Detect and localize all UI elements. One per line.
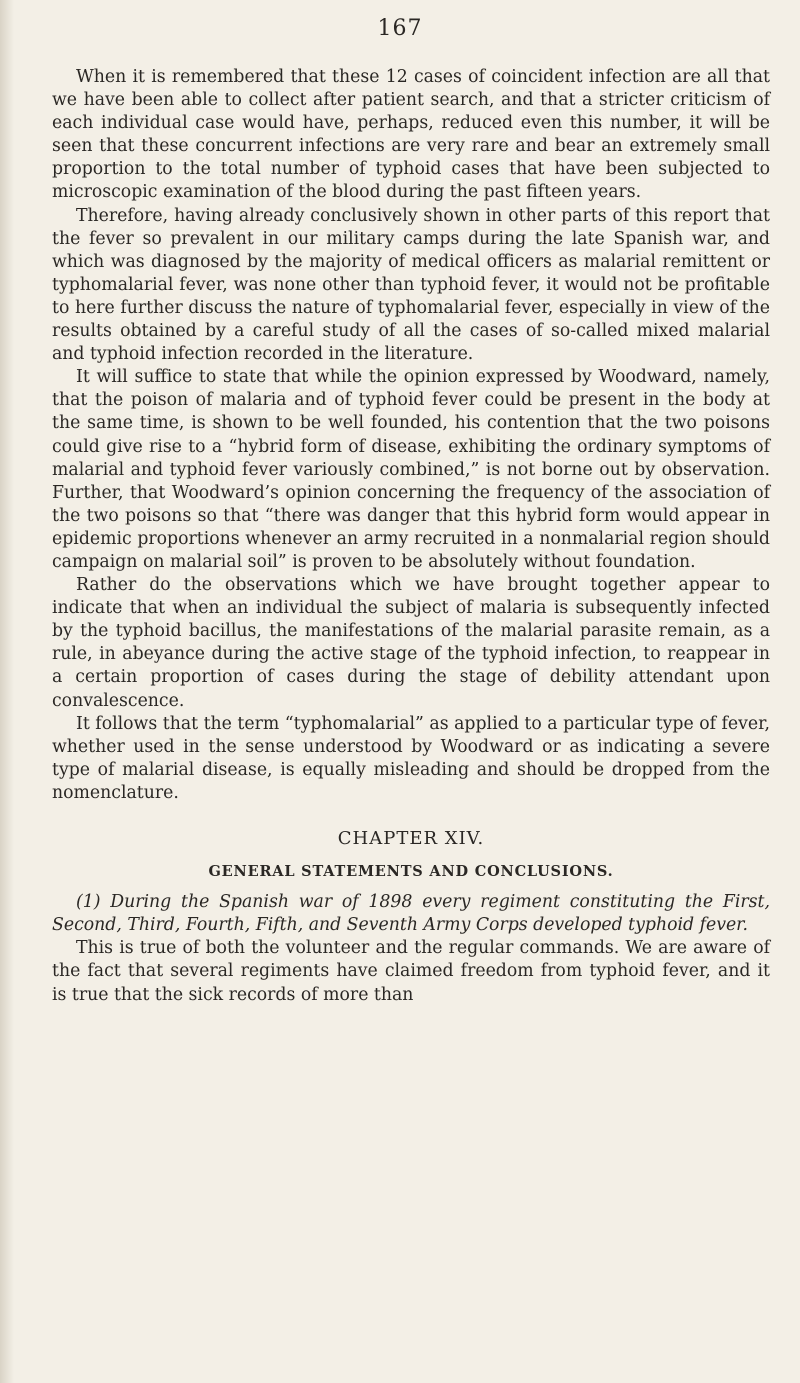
- paragraph: It will suffice to state that while the opinion expressed by Woodward, namely, that the poison of malaria and of typhoid fever could be present in the body at the same time, is shown to be well founded, his contention that the two poisons could give rise to a “hybrid form of disease, exhibiting the ordinary symptoms of malarial and typhoid fever variously combined,” is not borne out by observation. Further, that Woodward’s opinion concerning the frequency of the association of the two poisons so that “there was danger that this hybrid form would appear in epidemic proportions whenever an army recruited in a nonmalarial region should campaign on malarial soil” is proven to be absolutely without foundation.: [52, 367, 770, 572]
- chapter-title: CHAPTER XIV.: [337, 828, 485, 849]
- paragraph: Therefore, having already conclusively shown in other parts of this report that the fever so prevalent in our military camps during the late Spanish war, and which was diagnosed by the majority of medical officers as malarial remittent or typhomalarial fever, was none other than typhoid fever, it would not be profitable to here further discuss the nature of typhomalarial fever, especially in view of the results obtained by a careful study of all the cases of so-called mixed malarial and typhoid infection recorded in the literature.: [52, 205, 770, 365]
- conclusion-statement: [52, 891, 770, 937]
- section-heading: GENERAL STATEMENTS AND CONCLUSIONS.: [208, 863, 614, 881]
- paragraph: Rather do the observations which we have brought together appear to indicate that when an individual the subject of malaria is subsequently infected by the typhoid bacillus, the manifestations of the malarial parasite remain, as a rule, in abeyance during the active stage of the typhoid infection, to reappear in a certain proportion of cases during the stage of debility attendant upon convalescence.: [52, 575, 770, 711]
- final-paragraph: This is true of both the volunteer and the regular commands. We are aware of the fact that several regiments have claimed freedom from typhoid fever, and it is true that the sick records of more than: [52, 938, 770, 1005]
- conclusion-number: (1): [76, 892, 101, 913]
- page-number: 167: [377, 16, 423, 41]
- paragraph: When it is remembered that these 12 cases of coincident infection are all that we have been able to collect after patient search, and that a stricter criticism of each individual case would have, perhaps, reduced even this number, it will be seen that these concurrent infections are very rare and bear an extremely small proportion to the total number of typhoid cases that have been subjected to microscopic examination of the blood during the past fifteen years.: [52, 67, 770, 203]
- conclusion-text: During the Spanish war of 1898 every regiment constituting the First, Second, Third, Fourth, Fifth, and Seventh Army Corps developed typhoid fever.: [52, 892, 770, 936]
- paragraph: It follows that the term “typhomalarial” as applied to a particular type of fever, whether used in the sense understood by Woodward or as indicating a severe type of malarial disease, is equally misleading and should be dropped from the nomenclature.: [52, 713, 770, 803]
- body-text: [52, 66, 770, 1007]
- page-binding-shadow: [0, 0, 14, 1383]
